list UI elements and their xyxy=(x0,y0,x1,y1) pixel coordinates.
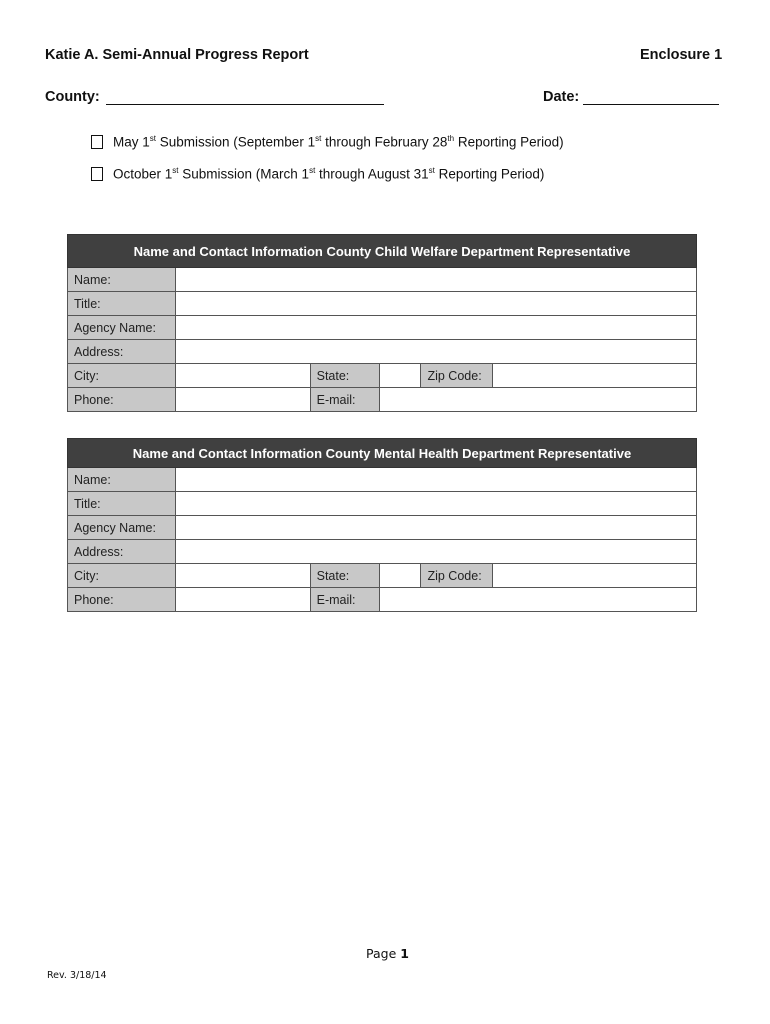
name-input[interactable] xyxy=(175,468,696,492)
option-text: October 1st Submission (March 1st through August 31st Reporting Period) xyxy=(113,166,545,182)
zip-code-label: Zip Code: xyxy=(421,364,493,388)
address-input[interactable] xyxy=(175,540,696,564)
zip-code-input[interactable] xyxy=(493,564,697,588)
phone-label: Phone: xyxy=(68,588,176,612)
title-label: Title: xyxy=(68,292,176,316)
page-number xyxy=(366,946,409,961)
date-label: Date: xyxy=(543,89,580,105)
title-label: Title: xyxy=(68,492,176,516)
phone-input[interactable] xyxy=(175,388,310,412)
date-field xyxy=(543,89,719,105)
email-input[interactable] xyxy=(379,388,696,412)
city-input[interactable] xyxy=(175,564,310,588)
zip-code-input[interactable] xyxy=(493,364,697,388)
address-label: Address: xyxy=(68,540,176,564)
agency-name-input[interactable] xyxy=(175,316,696,340)
agency-name-input[interactable] xyxy=(175,516,696,540)
county-input-line[interactable] xyxy=(106,91,384,105)
agency-name-label: Agency Name: xyxy=(68,516,176,540)
table-heading: Name and Contact Information County Mental Health Department Representative xyxy=(68,439,697,468)
revision-note: Rev. 3/18/14 xyxy=(47,970,107,981)
name-input[interactable] xyxy=(175,268,696,292)
table-heading: Name and Contact Information County Child Welfare Department Representative xyxy=(68,235,697,268)
submission-option-october xyxy=(91,166,544,182)
city-label: City: xyxy=(68,364,176,388)
phone-label: Phone: xyxy=(68,388,176,412)
state-label: State: xyxy=(310,564,379,588)
page-label: Page xyxy=(366,946,397,961)
date-input-line[interactable] xyxy=(583,91,719,105)
submission-option-may xyxy=(91,134,564,150)
address-label: Address: xyxy=(68,340,176,364)
title-input[interactable] xyxy=(175,292,696,316)
option-text: May 1st Submission (September 1st through February 28th Reporting Period) xyxy=(113,134,564,150)
email-label: E-mail: xyxy=(310,588,379,612)
address-input[interactable] xyxy=(175,340,696,364)
report-title: Katie A. Semi-Annual Progress Report xyxy=(45,47,309,63)
city-label: City: xyxy=(68,564,176,588)
may-submission-checkbox[interactable] xyxy=(91,135,103,149)
agency-name-label: Agency Name: xyxy=(68,316,176,340)
child-welfare-contact-table xyxy=(67,234,697,412)
phone-input[interactable] xyxy=(175,588,310,612)
zip-code-label: Zip Code: xyxy=(421,564,493,588)
state-input[interactable] xyxy=(379,564,421,588)
email-input[interactable] xyxy=(379,588,696,612)
name-label: Name: xyxy=(68,468,176,492)
page-number-value: 1 xyxy=(400,946,409,961)
name-label: Name: xyxy=(68,268,176,292)
county-field xyxy=(45,89,384,105)
state-label: State: xyxy=(310,364,379,388)
city-input[interactable] xyxy=(175,364,310,388)
state-input[interactable] xyxy=(379,364,421,388)
title-input[interactable] xyxy=(175,492,696,516)
email-label: E-mail: xyxy=(310,388,379,412)
october-submission-checkbox[interactable] xyxy=(91,167,103,181)
enclosure-label: Enclosure 1 xyxy=(640,47,723,63)
mental-health-contact-table xyxy=(67,438,697,612)
county-label: County: xyxy=(45,89,100,105)
